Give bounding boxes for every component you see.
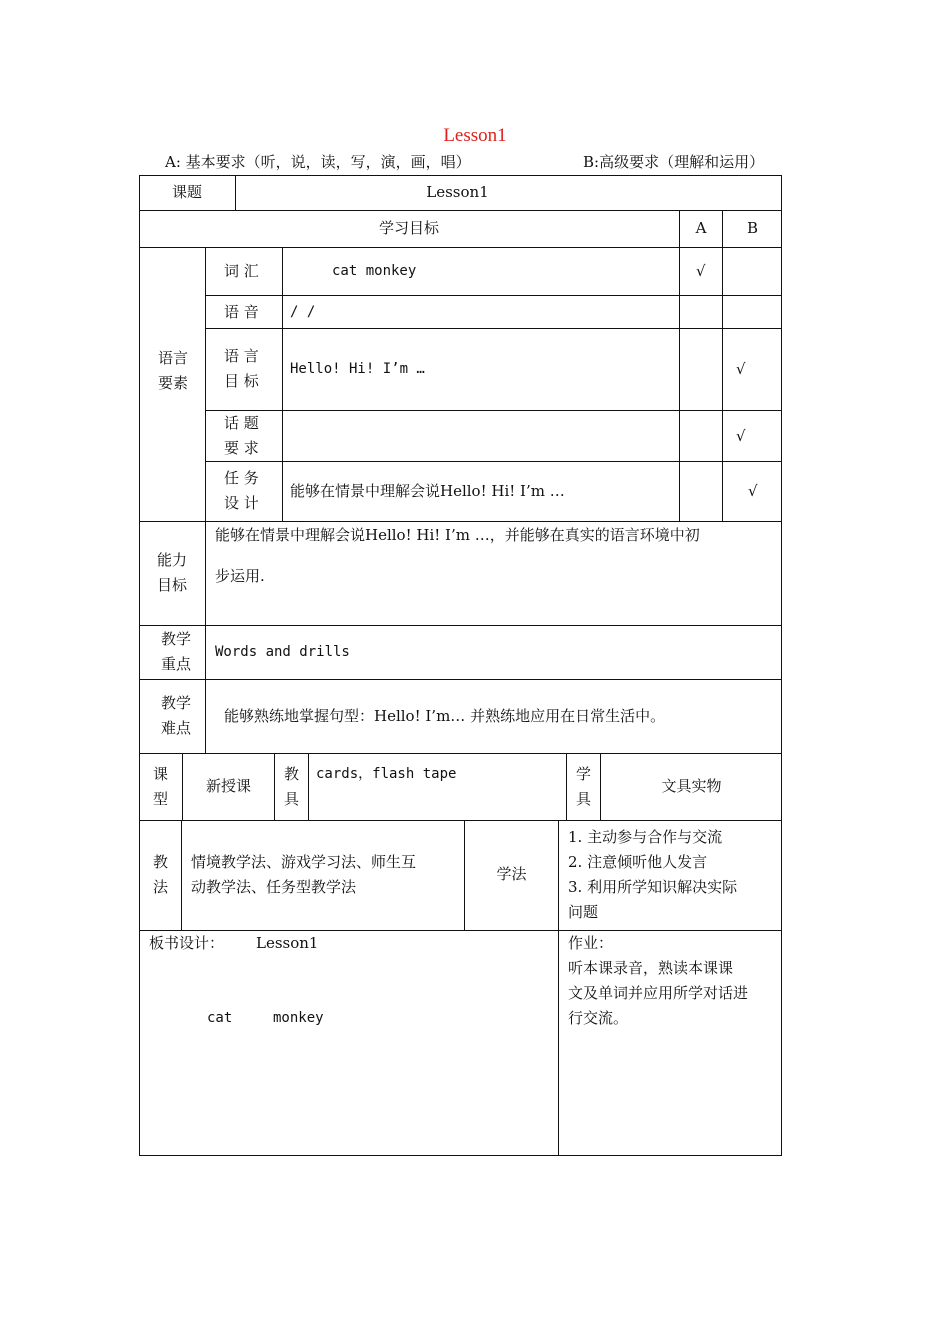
lang-goal-label-1: 语 言 <box>224 347 259 365</box>
row-divider <box>139 753 782 754</box>
teaching-aids-label-1: 教 <box>284 765 300 783</box>
vocab-label: 词 汇 <box>224 262 259 280</box>
homework-line: 行交流。 <box>568 1009 629 1027</box>
topic-req-label-1: 话 题 <box>224 414 259 432</box>
lesson-type-label-1: 课 <box>153 765 169 783</box>
learning-method-item: 3. 利用所学知识解决实际 <box>568 878 738 896</box>
homework-line: 文及单词并应用所学对话进 <box>568 984 749 1002</box>
row-divider <box>139 679 782 680</box>
topic-req-label-2: 要 求 <box>224 439 259 457</box>
difficulties-value: 能够熟练地掌握句型：Hello! I’m… 并熟练地应用在日常生活中。 <box>224 707 666 725</box>
column-a-header: A <box>695 219 707 237</box>
lang-goal-b-check: √ <box>736 360 746 378</box>
key-points-label-2: 重点 <box>161 655 192 673</box>
col-divider <box>282 247 283 521</box>
learning-aids-label-2: 具 <box>576 790 592 808</box>
ability-label-2: 目标 <box>157 576 188 594</box>
row-divider <box>205 328 782 329</box>
teaching-method-line-1: 情境教学法、游戏学习法、师生互 <box>191 853 417 871</box>
key-points-value: Words and drills <box>215 644 350 660</box>
row-divider <box>205 461 782 462</box>
lesson-type-value: 新授课 <box>205 777 251 795</box>
ability-line-1: 能够在情景中理解会说Hello! Hi! I’m …，并能够在真实的语言环境中初 <box>215 526 700 544</box>
teaching-method-label-2: 法 <box>153 878 169 896</box>
ability-line-2: 步运用. <box>215 567 265 585</box>
task-value: 能够在情景中理解会说Hello! Hi! I’m … <box>290 482 565 500</box>
teaching-method-label-1: 教 <box>153 853 169 871</box>
board-design-title: Lesson1 <box>256 934 319 952</box>
row-divider <box>139 521 782 522</box>
col-divider <box>558 820 559 1156</box>
task-b-check: √ <box>748 482 758 500</box>
col-divider <box>205 247 206 753</box>
column-b-header: B <box>746 219 759 237</box>
page-title: Lesson1 <box>443 125 507 146</box>
lesson-type-label-2: 型 <box>153 790 169 808</box>
language-elements-label: 语言要素 <box>158 349 189 392</box>
learning-method-item: 问题 <box>568 903 599 921</box>
col-divider <box>566 753 567 820</box>
learning-method-label: 学法 <box>496 865 527 883</box>
learning-method-item: 2. 注意倾听他人发言 <box>568 853 708 871</box>
row-divider <box>139 930 782 931</box>
phonetics-value: / / <box>290 304 316 320</box>
learning-aids-value: 文具实物 <box>661 777 722 795</box>
row-divider <box>139 247 782 248</box>
basic-requirements-note: A: 基本要求（听，说，读，写，演，画，唱） <box>165 153 471 171</box>
advanced-requirements-note: B:高级要求（理解和运用） <box>583 153 765 171</box>
task-label-1: 任 务 <box>224 469 259 487</box>
col-divider <box>308 753 309 820</box>
teaching-aids-label-2: 具 <box>284 790 300 808</box>
objectives-header: 学习目标 <box>378 219 439 237</box>
phonetics-label: 语 音 <box>224 303 259 321</box>
topic-req-b-check: √ <box>736 427 746 445</box>
col-divider <box>722 210 723 521</box>
col-divider <box>274 753 275 820</box>
learning-aids-label-1: 学 <box>576 765 592 783</box>
topic-label: 课题 <box>171 183 202 201</box>
row-divider <box>139 625 782 626</box>
lang-goal-label-2: 目 标 <box>224 372 259 390</box>
vocab-value: cat monkey <box>332 263 417 279</box>
col-divider <box>679 210 680 521</box>
homework-line: 听本课录音，熟读本课课 <box>568 959 734 977</box>
task-label-2: 设 计 <box>224 494 259 512</box>
col-divider <box>181 820 182 930</box>
board-word-cat: cat <box>207 1010 233 1026</box>
teaching-aids-value: cards，flash tape <box>316 766 457 782</box>
board-design-label: 板书设计： <box>149 934 225 952</box>
row-divider <box>205 410 782 411</box>
lang-goal-value: Hello! Hi! I’m … <box>290 361 425 377</box>
vocab-a-check: √ <box>696 262 706 280</box>
teaching-method-line-2: 动教学法、任务型教学法 <box>191 878 357 896</box>
difficulties-label-1: 教学 <box>161 694 192 712</box>
learning-method-item: 1. 主动参与合作与交流 <box>568 828 723 846</box>
key-points-label-1: 教学 <box>161 630 192 648</box>
row-divider <box>139 210 782 211</box>
topic-value: Lesson1 <box>426 183 489 201</box>
row-divider <box>205 295 782 296</box>
row-divider <box>139 820 782 821</box>
difficulties-label-2: 难点 <box>161 719 192 737</box>
homework-label: 作业： <box>568 934 614 952</box>
board-word-monkey: monkey <box>273 1010 324 1026</box>
ability-label-1: 能力 <box>157 551 188 569</box>
